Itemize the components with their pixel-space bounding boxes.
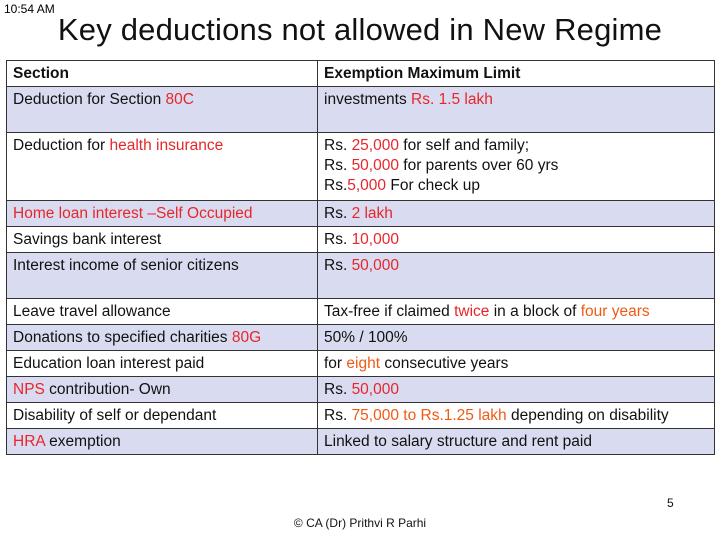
limit-cell: Linked to salary structure and rent paid	[318, 429, 715, 455]
deductions-table	[6, 60, 715, 455]
limit-cell: Rs. 2 lakh	[318, 201, 715, 227]
section-cell: NPS contribution- Own	[7, 377, 318, 403]
header-exemption-limit: Exemption Maximum Limit	[318, 61, 715, 87]
limit-cell: 50% / 100%	[318, 325, 715, 351]
table-row	[7, 377, 715, 403]
section-cell: Donations to specified charities 80G	[7, 325, 318, 351]
section-cell: Leave travel allowance	[7, 299, 318, 325]
limit-cell: Rs. 25,000 for self and family; Rs. 50,000 for parents over 60 yrs Rs.5,000 For check up	[318, 133, 715, 201]
slide-title: Key deductions not allowed in New Regime	[57, 12, 663, 47]
table-row	[7, 429, 715, 455]
header-section: Section	[7, 61, 318, 87]
limit-cell: Rs. 75,000 to Rs.1.25 lakh depending on disability	[318, 403, 715, 429]
section-cell: HRA exemption	[7, 429, 318, 455]
table-row	[7, 253, 715, 299]
table-row	[7, 201, 715, 227]
section-cell: Deduction for health insurance	[7, 133, 318, 201]
section-cell: Deduction for Section 80C	[7, 87, 318, 133]
table-row	[7, 403, 715, 429]
table-row	[7, 227, 715, 253]
limit-cell: Rs. 10,000	[318, 227, 715, 253]
table-row	[7, 299, 715, 325]
limit-cell: for eight consecutive years	[318, 351, 715, 377]
table-row	[7, 325, 715, 351]
page-number: 5	[667, 496, 674, 510]
section-cell: Home loan interest –Self Occupied	[7, 201, 318, 227]
section-cell: Disability of self or dependant	[7, 403, 318, 429]
limit-cell: Tax-free if claimed twice in a block of four years	[318, 299, 715, 325]
section-cell: Education loan interest paid	[7, 351, 318, 377]
section-cell: Interest income of senior citizens	[7, 253, 318, 299]
limit-cell: Rs. 50,000	[318, 377, 715, 403]
limit-cell: investments Rs. 1.5 lakh	[318, 87, 715, 133]
footer-credit: © CA (Dr) Prithvi R Parhi	[293, 516, 427, 530]
table-row	[7, 351, 715, 377]
status-time: 10:54 AM	[4, 2, 55, 16]
table-row	[7, 133, 715, 201]
limit-cell: Rs. 50,000	[318, 253, 715, 299]
section-cell: Savings bank interest	[7, 227, 318, 253]
table-header-row	[7, 61, 715, 87]
table-row	[7, 87, 715, 133]
